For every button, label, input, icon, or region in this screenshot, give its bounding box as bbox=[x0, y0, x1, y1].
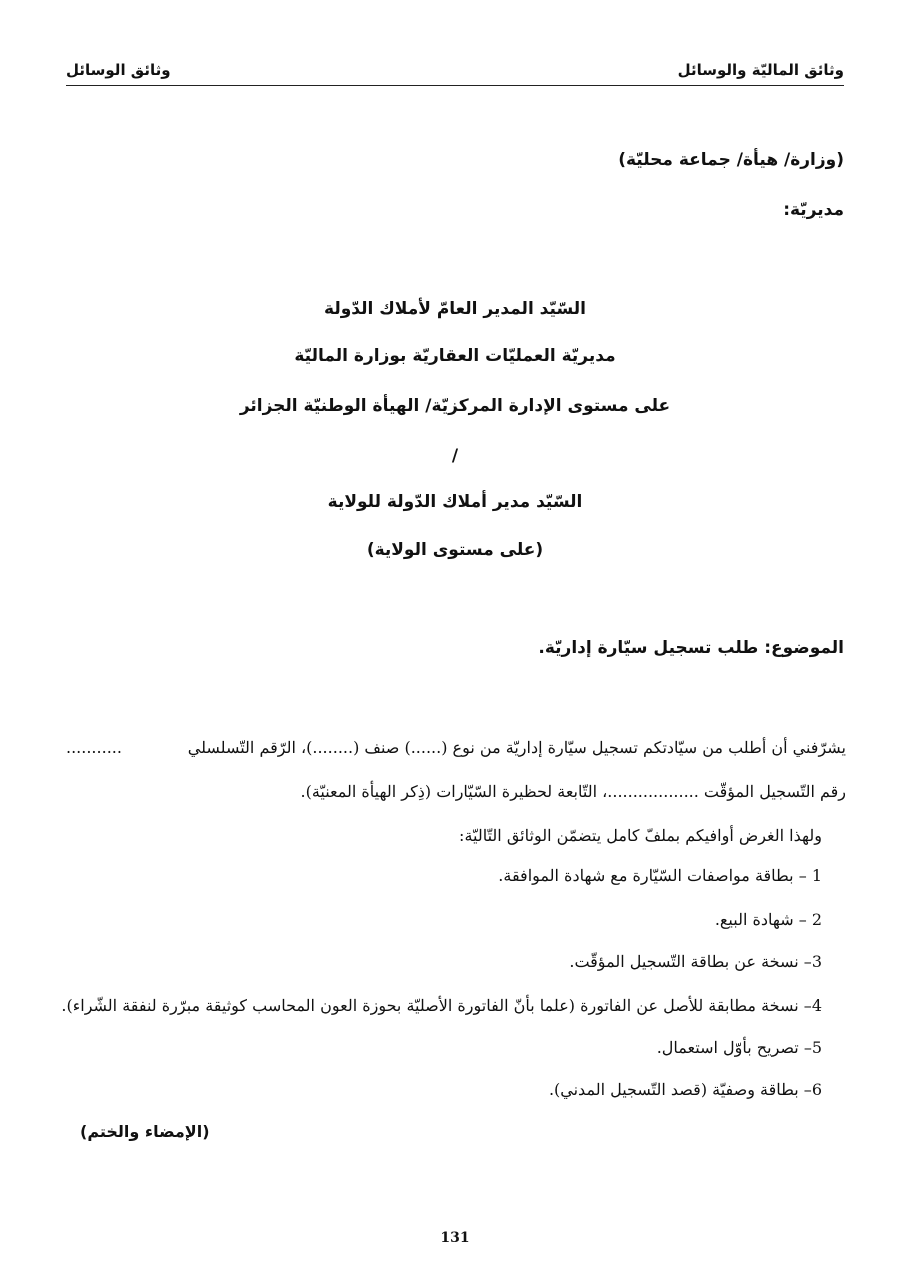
body-line-3: ولهذا الغرض أوافيكم بملفّ كامل يتضمّن الوثائق التّاليّة: bbox=[459, 826, 822, 845]
recipient-separator: / bbox=[451, 446, 459, 466]
recipient-line-1: السّيّد المدير العامّ لأملاك الدّولة bbox=[324, 299, 586, 319]
header-title-right: وثائق الماليّة والوسائل bbox=[677, 61, 844, 79]
running-header bbox=[66, 58, 844, 86]
header-title-left: وثائق الوسائل bbox=[66, 61, 171, 79]
recipient-line-3: على مستوى الإدارة المركزيّة/ الهيأة الوطنيّة الجزائر bbox=[239, 396, 671, 416]
recipient-line-4: السّيّد مدير أملاك الدّولة للولاية bbox=[327, 492, 583, 512]
list-item: 3– نسخة عن بطاقة التّسجيل المؤقّت. bbox=[569, 952, 822, 971]
list-item: 1 – بطاقة مواصفات السّيّارة مع شهادة الموافقة. bbox=[498, 866, 822, 885]
body-line-1-dots: ........... bbox=[66, 738, 122, 757]
recipient-line-5: (على مستوى الولاية) bbox=[366, 540, 544, 560]
list-item: 4– نسخة مطابقة للأصل عن الفاتورة (علما بأنّ الفاتورة الأصليّة بحوزة العون المحاسب كوثيقة مبرّرة لنفقة الشّراء). bbox=[61, 996, 822, 1015]
body-line-2: رقم التّسجيل المؤقّت ..................، التّابعة لحظيرة السّيّارات (ذِكر الهيأة المعنيّة). bbox=[300, 782, 846, 801]
recipient-line-2: مديريّة العمليّات العقاريّة بوزارة الماليّة bbox=[294, 346, 616, 366]
list-item: 2 – شهادة البيع. bbox=[714, 910, 822, 929]
sender-directorate: مديريّة: bbox=[783, 200, 844, 220]
subject-line: الموضوع: طلب تسجيل سيّارة إداريّة. bbox=[538, 638, 844, 658]
list-item: 6– بطاقة وصفيّة (قصد التّسجيل المدني). bbox=[548, 1080, 822, 1099]
signature-stamp: (الإمضاء والختم) bbox=[80, 1122, 210, 1141]
sender-institution: (وزارة/ هيأة/ جماعة محليّة) bbox=[618, 150, 844, 170]
list-item: 5– تصريح بأوّل استعمال. bbox=[656, 1038, 822, 1057]
body-line-1: يشرّفني أن أطلب من سيّادتكم تسجيل سيّارة إداريّة من نوع (......) صنف (........)، الرّقم التّسلسلي bbox=[187, 738, 846, 757]
page-number: 131 bbox=[440, 1230, 470, 1246]
